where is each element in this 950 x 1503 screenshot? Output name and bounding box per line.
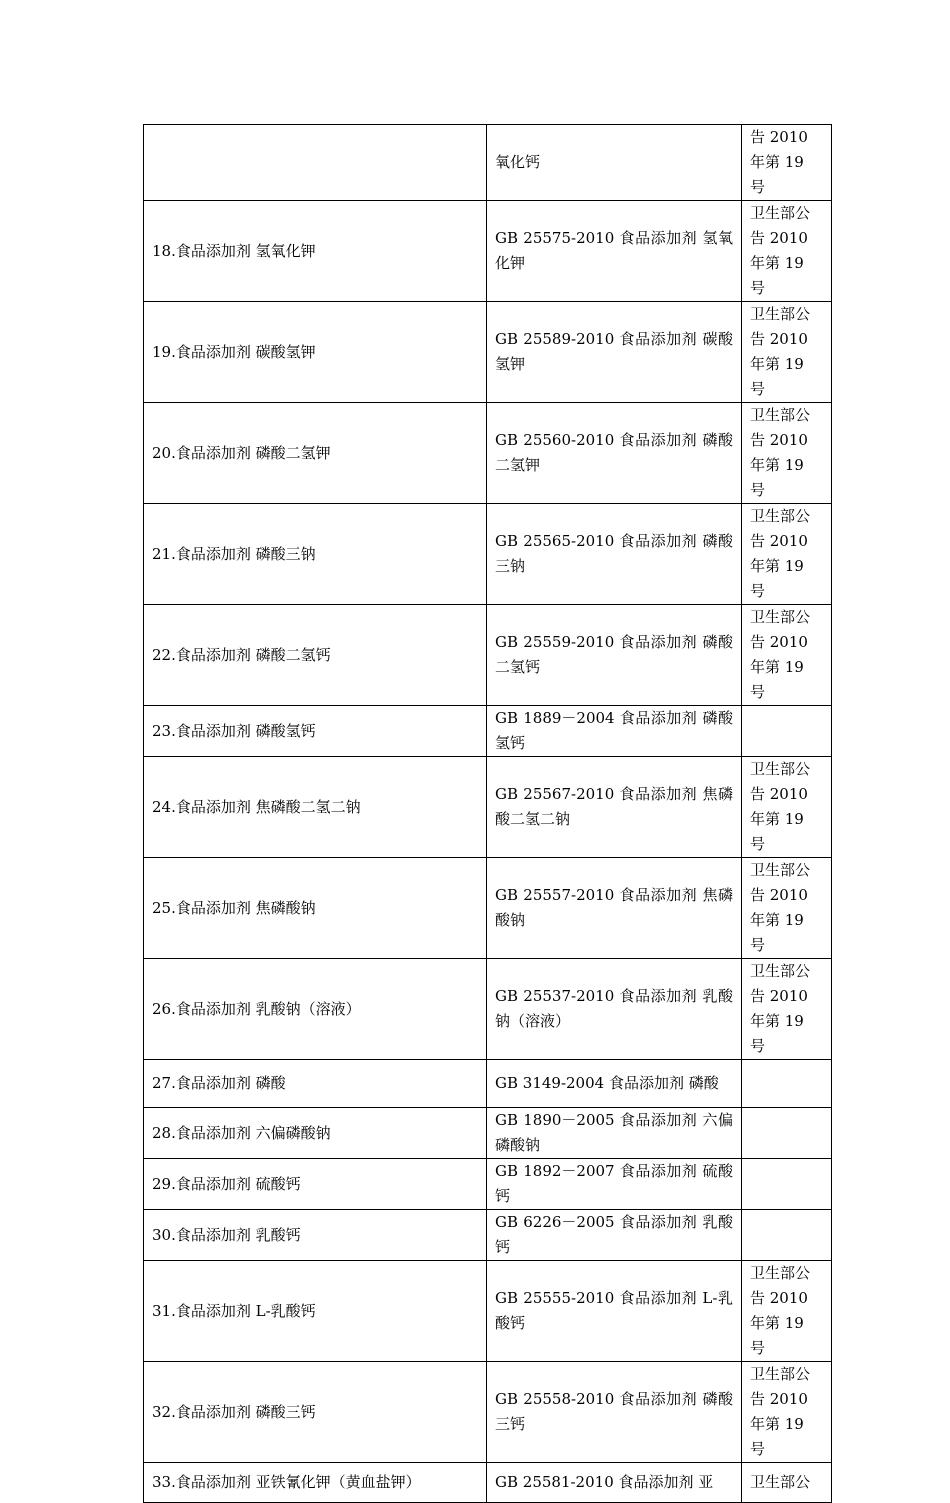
- additive-name-cell: 30.食品添加剂 乳酸钙: [144, 1210, 487, 1261]
- standard-cell: GB 1890－2005 食品添加剂 六偏磷酸钠: [487, 1108, 742, 1159]
- additive-name-cell: 19.食品添加剂 碳酸氢钾: [144, 302, 487, 403]
- table-row: [144, 1108, 832, 1159]
- standard-cell: GB 6226－2005 食品添加剂 乳酸钙: [487, 1210, 742, 1261]
- standard-cell: GB 25558-2010 食品添加剂 磷酸三钙: [487, 1362, 742, 1463]
- additive-name-cell: 21.食品添加剂 磷酸三钠: [144, 504, 487, 605]
- standard-cell: GB 1889－2004 食品添加剂 磷酸氢钙: [487, 706, 742, 757]
- table-row: [144, 1060, 832, 1108]
- additive-name-cell: 27.食品添加剂 磷酸: [144, 1060, 487, 1108]
- table-row: [144, 1362, 832, 1463]
- approval-cell: [742, 1210, 832, 1261]
- additive-name-cell: 20.食品添加剂 磷酸二氢钾: [144, 403, 487, 504]
- additive-name-cell: 29.食品添加剂 硫酸钙: [144, 1159, 487, 1210]
- standard-cell: GB 25565-2010 食品添加剂 磷酸三钠: [487, 504, 742, 605]
- additive-name-cell: 31.食品添加剂 L-乳酸钙: [144, 1261, 487, 1362]
- food-additive-standards-table: [143, 124, 832, 1503]
- additive-name-cell: 22.食品添加剂 磷酸二氢钙: [144, 605, 487, 706]
- additive-name-cell: 24.食品添加剂 焦磷酸二氢二钠: [144, 757, 487, 858]
- table-row: [144, 1159, 832, 1210]
- additive-name-cell: 25.食品添加剂 焦磷酸钠: [144, 858, 487, 959]
- standard-cell: GB 25589-2010 食品添加剂 碳酸氢钾: [487, 302, 742, 403]
- approval-cell: 卫生部公告 2010 年第 19 号: [742, 757, 832, 858]
- standard-cell: GB 25557-2010 食品添加剂 焦磷酸钠: [487, 858, 742, 959]
- standard-cell: GB 25555-2010 食品添加剂 L-乳酸钙: [487, 1261, 742, 1362]
- standard-cell: 氧化钙: [487, 125, 742, 201]
- additive-name-cell: 28.食品添加剂 六偏磷酸钠: [144, 1108, 487, 1159]
- approval-cell: 卫生部公告 2010 年第 19 号: [742, 504, 832, 605]
- table-row: [144, 504, 832, 605]
- table-row: [144, 403, 832, 504]
- standard-cell: GB 25537-2010 食品添加剂 乳酸钠（溶液）: [487, 959, 742, 1060]
- approval-cell: 卫生部公: [742, 1463, 832, 1503]
- approval-cell: 卫生部公告 2010 年第 19 号: [742, 959, 832, 1060]
- approval-cell: 卫生部公告 2010 年第 19 号: [742, 605, 832, 706]
- approval-cell: [742, 1060, 832, 1108]
- standard-cell: GB 25560-2010 食品添加剂 磷酸二氢钾: [487, 403, 742, 504]
- standard-cell: GB 1892－2007 食品添加剂 硫酸钙: [487, 1159, 742, 1210]
- additive-name-cell: 32.食品添加剂 磷酸三钙: [144, 1362, 487, 1463]
- table-row: [144, 201, 832, 302]
- approval-cell: 卫生部公告 2010 年第 19 号: [742, 201, 832, 302]
- additive-name-cell: 33.食品添加剂 亚铁氰化钾（黄血盐钾）: [144, 1463, 487, 1503]
- standard-cell: GB 3149-2004 食品添加剂 磷酸: [487, 1060, 742, 1108]
- table-row: [144, 605, 832, 706]
- additive-name-cell: 18.食品添加剂 氢氧化钾: [144, 201, 487, 302]
- standard-cell: GB 25567-2010 食品添加剂 焦磷酸二氢二钠: [487, 757, 742, 858]
- table-row: [144, 125, 832, 201]
- table-row: [144, 1463, 832, 1503]
- table-row: [144, 1210, 832, 1261]
- table-row: [144, 706, 832, 757]
- table-row: [144, 302, 832, 403]
- additive-name-cell: [144, 125, 487, 201]
- approval-cell: [742, 706, 832, 757]
- standard-cell: GB 25581-2010 食品添加剂 亚: [487, 1463, 742, 1503]
- approval-cell: [742, 1159, 832, 1210]
- table-row: [144, 959, 832, 1060]
- table-row: [144, 1261, 832, 1362]
- table-row: [144, 757, 832, 858]
- standard-cell: GB 25575-2010 食品添加剂 氢氧化钾: [487, 201, 742, 302]
- standard-cell: GB 25559-2010 食品添加剂 磷酸二氢钙: [487, 605, 742, 706]
- approval-cell: 卫生部公告 2010 年第 19 号: [742, 858, 832, 959]
- additive-name-cell: 23.食品添加剂 磷酸氢钙: [144, 706, 487, 757]
- approval-cell: 卫生部公告 2010 年第 19 号: [742, 403, 832, 504]
- approval-cell: 卫生部公告 2010 年第 19 号: [742, 1362, 832, 1463]
- approval-cell: 告 2010 年第 19 号: [742, 125, 832, 201]
- approval-cell: 卫生部公告 2010 年第 19 号: [742, 302, 832, 403]
- table-row: [144, 858, 832, 959]
- approval-cell: 卫生部公告 2010 年第 19 号: [742, 1261, 832, 1362]
- approval-cell: [742, 1108, 832, 1159]
- additive-name-cell: 26.食品添加剂 乳酸钠（溶液）: [144, 959, 487, 1060]
